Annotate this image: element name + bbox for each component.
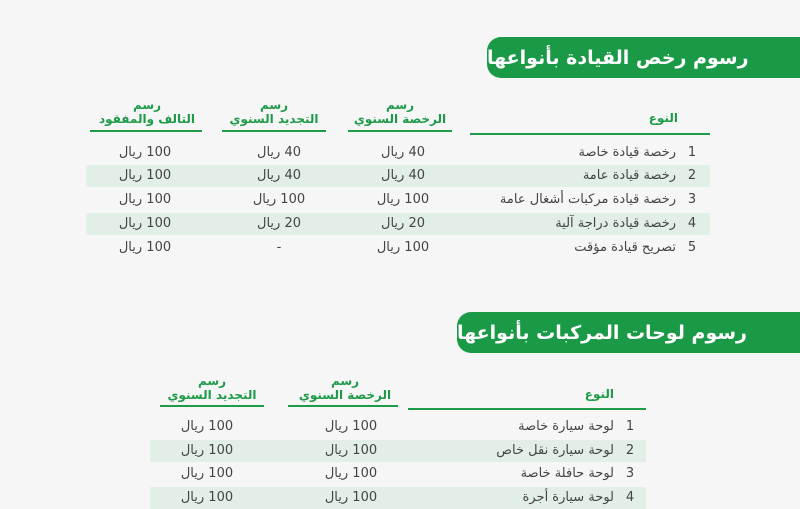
- table-row: [86, 142, 710, 164]
- row-type-name: رخصة قيادة دراجة آلية: [555, 216, 676, 231]
- section2-title: رسوم لوحات المركبات بأنواعها: [457, 321, 747, 344]
- section1-header-lost-line2: التالف والمفقود: [98, 112, 196, 126]
- table-row: [86, 189, 710, 211]
- row-number: 2: [625, 443, 635, 458]
- section2-header-rule-license: [288, 405, 398, 407]
- section2-title-banner: [457, 312, 800, 353]
- table-row: [150, 487, 646, 509]
- row-number: 4: [625, 490, 635, 505]
- row-license-fee: 100 ريال: [376, 240, 430, 255]
- section2-header-license-line2: الرخصة السنوي: [298, 388, 392, 402]
- section1-title: رسوم رخص القيادة بأنواعها: [487, 46, 749, 69]
- section1-header-lost: [84, 98, 210, 126]
- section1-header-renewal-line2: التجديد السنوي: [229, 112, 319, 126]
- row-type-name: لوحة سيارة أجرة: [522, 490, 614, 505]
- row-lost-fee: 100 ريال: [118, 192, 172, 207]
- section2-header-rule-type: [408, 408, 646, 410]
- section1-title-banner: [487, 37, 800, 78]
- row-license-fee: 100 ريال: [324, 419, 378, 434]
- row-renewal-fee: 100 ريال: [180, 419, 234, 434]
- section1-header-type: [600, 111, 678, 125]
- section1-header-renewal-line1: رسم: [259, 98, 289, 112]
- section2-header-rule-renewal: [160, 405, 264, 407]
- row-lost-fee: 100 ريال: [118, 216, 172, 231]
- row-license-fee: 40 ريال: [381, 168, 425, 183]
- row-renewal-fee: 100 ريال: [252, 192, 306, 207]
- row-license-fee: 40 ريال: [381, 145, 425, 160]
- section1-header-rule-lost: [90, 130, 202, 132]
- row-renewal-fee: 100 ريال: [180, 443, 234, 458]
- row-type-name: رخصة قيادة خاصة: [578, 145, 676, 160]
- row-number: 1: [687, 145, 697, 160]
- row-type-name: لوحة سيارة خاصة: [518, 419, 614, 434]
- row-number: 3: [625, 466, 635, 481]
- row-license-fee: 100 ريال: [324, 466, 378, 481]
- row-type-name: رخصة قيادة عامة: [582, 168, 676, 183]
- row-renewal-fee: 100 ريال: [180, 490, 234, 505]
- row-type-name: رخصة قيادة مركبات أشغال عامة: [499, 192, 676, 207]
- row-lost-fee: 100 ريال: [118, 168, 172, 183]
- section1-header-renewal: [214, 98, 334, 126]
- section1-header-license: [340, 98, 460, 126]
- section2-header-renewal: [150, 374, 274, 402]
- row-type-name: لوحة سيارة نقل خاص: [496, 443, 614, 458]
- section1-header-lost-line1: رسم: [132, 98, 162, 112]
- row-number: 5: [687, 240, 697, 255]
- section2-header-type-label: النوع: [584, 387, 614, 401]
- row-type-name: تصريح قيادة مؤقت: [574, 240, 676, 255]
- table-row: [150, 416, 646, 438]
- table-row: [150, 463, 646, 485]
- row-lost-fee: 100 ريال: [118, 145, 172, 160]
- section1-header-license-line1: رسم: [385, 98, 415, 112]
- section2-header-renewal-line2: التجديد السنوي: [167, 388, 257, 402]
- section1-header-rule-license: [348, 130, 452, 132]
- section2-header-type: [540, 387, 614, 401]
- table-row: [150, 440, 646, 462]
- row-renewal-fee: 100 ريال: [180, 466, 234, 481]
- row-renewal-fee: -: [276, 240, 282, 255]
- row-type-name: لوحة حافلة خاصة: [520, 466, 614, 481]
- row-number: 1: [625, 419, 635, 434]
- table-row: [86, 213, 710, 235]
- row-license-fee: 20 ريال: [381, 216, 425, 231]
- section1-header-rule-renewal: [222, 130, 326, 132]
- table-row: [86, 165, 710, 187]
- row-renewal-fee: 40 ريال: [257, 168, 301, 183]
- row-license-fee: 100 ريال: [376, 192, 430, 207]
- section1-header-rule-type: [470, 133, 710, 135]
- section1-header-license-line2: الرخصة السنوي: [353, 112, 447, 126]
- row-number: 4: [687, 216, 697, 231]
- row-license-fee: 100 ريال: [324, 443, 378, 458]
- section2-header-renewal-line1: رسم: [197, 374, 227, 388]
- row-lost-fee: 100 ريال: [118, 240, 172, 255]
- section2-header-license-line1: رسم: [330, 374, 360, 388]
- row-number: 3: [687, 192, 697, 207]
- row-renewal-fee: 40 ريال: [257, 145, 301, 160]
- row-number: 2: [687, 168, 697, 183]
- row-license-fee: 100 ريال: [324, 490, 378, 505]
- section1-header-type-label: النوع: [648, 111, 678, 125]
- table-row: [86, 237, 710, 259]
- row-renewal-fee: 20 ريال: [257, 216, 301, 231]
- section2-header-license: [280, 374, 410, 402]
